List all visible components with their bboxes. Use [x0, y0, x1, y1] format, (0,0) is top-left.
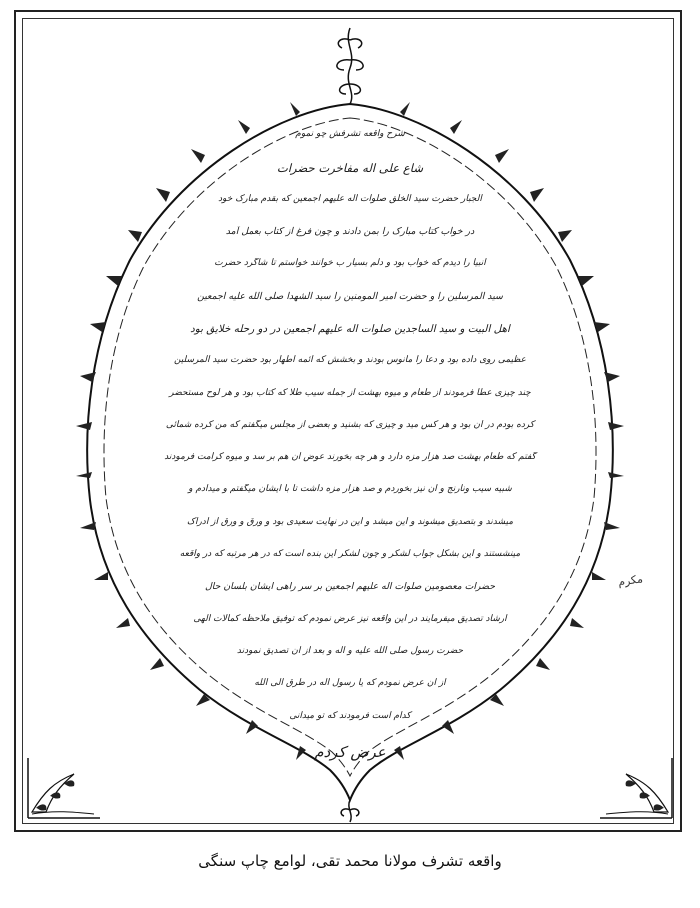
manuscript-line: الجبار حضرت سید الخلق صلوات اله علیهم اجمعین که بقدم مبارک خود [218, 193, 482, 204]
corner-ornament-bottom-left [24, 752, 104, 822]
manuscript-line: کدام است فرمودند که تو میدانی [289, 710, 411, 721]
manuscript-line: سید المرسلین را و حضرت امیر المومنین را سید الشهدا صلی الله علیه اجمعین [197, 290, 503, 302]
manuscript-line: عظیمی روی داده بود و دعا را مانوس بودند و بخشش که ائمه اطهار بود حضرت سید المرسلین [173, 355, 526, 366]
manuscript-line: در خواب کتاب مبارک را بمن دادند و چون فرغ از کتاب بعمل آمد [225, 225, 475, 237]
manuscript-line: گفتم که طعام بهشت صد هزار مزه دارد و هر چه بخورند عوض آن هم بر سد و میوه کرامت فرمودند [164, 452, 536, 463]
manuscript-line: میشدند و بتصدیق میشوند و این میشد و این در نهایت سعیدی بود و ورق و ورق از ادراک [186, 516, 514, 527]
manuscript-line: حضرات معصومین صلوات اله علیهم اجمعین بر سر راهی ایشان بلسان حال [205, 581, 495, 593]
manuscript-line: کرده بودم در آن بود و هر کس مید و چیزی که بشنید و بعضی از مجلس میگفتم که من کرده شمائی [165, 419, 535, 430]
manuscript-line: چند چیزی عطا فرمودند از طعام و میوه بهشت از جمله سیب طلا که کتاب بود و هر لوح مستحضر [169, 387, 531, 398]
manuscript-line: شاع علی اله مفاخرت حضرات [276, 161, 424, 176]
manuscript-line: شبیه سیب ونارنج و آن نیز بخوردم و صد هزار مزه داشت تا با ایشان میگفتم و میدادم و [188, 484, 512, 495]
manuscript-line: مینشستند و این بشکل جواب لشکر و چون لشکر این بنده است که در هر مرتبه که در واقعه [179, 549, 521, 560]
margin-note: مکرم [617, 572, 644, 589]
top-finial-ornament [337, 28, 363, 104]
manuscript-line: اهل البیت و سید الساجدین صلوات اله علیهم اجمعین در دو رحله خلایق بود [190, 322, 510, 335]
manuscript-line: از آن عرض نمودم که یا رسول اله در طرق الی الله [254, 678, 446, 689]
corner-ornament-bottom-right [596, 752, 676, 822]
manuscript-line: عرض کردم [314, 743, 386, 761]
manuscript-line: شرح واقعه تشرفش چو نموم [295, 129, 405, 139]
bottom-finial-ornament [341, 800, 359, 822]
manuscript-line: حضرت رسول صلی الله علیه و آله و بعد از آن تصدیق نمودند [236, 646, 464, 657]
medallion-inner-edge [104, 118, 596, 776]
manuscript-line: انبیا را دیدم که خواب بود و دلم بسیار ب خوانند خواستم تا شاگرد حضرت [214, 258, 486, 269]
figure-caption: واقعه تشرف مولانا محمد تقی، لوامع چاپ سنگی [198, 852, 502, 870]
manuscript-line: ارشاد تصدیق میفرمایند در این واقعه نیز عرض نمودم که توفیق ملاحظه کمالات الهی [193, 613, 507, 624]
